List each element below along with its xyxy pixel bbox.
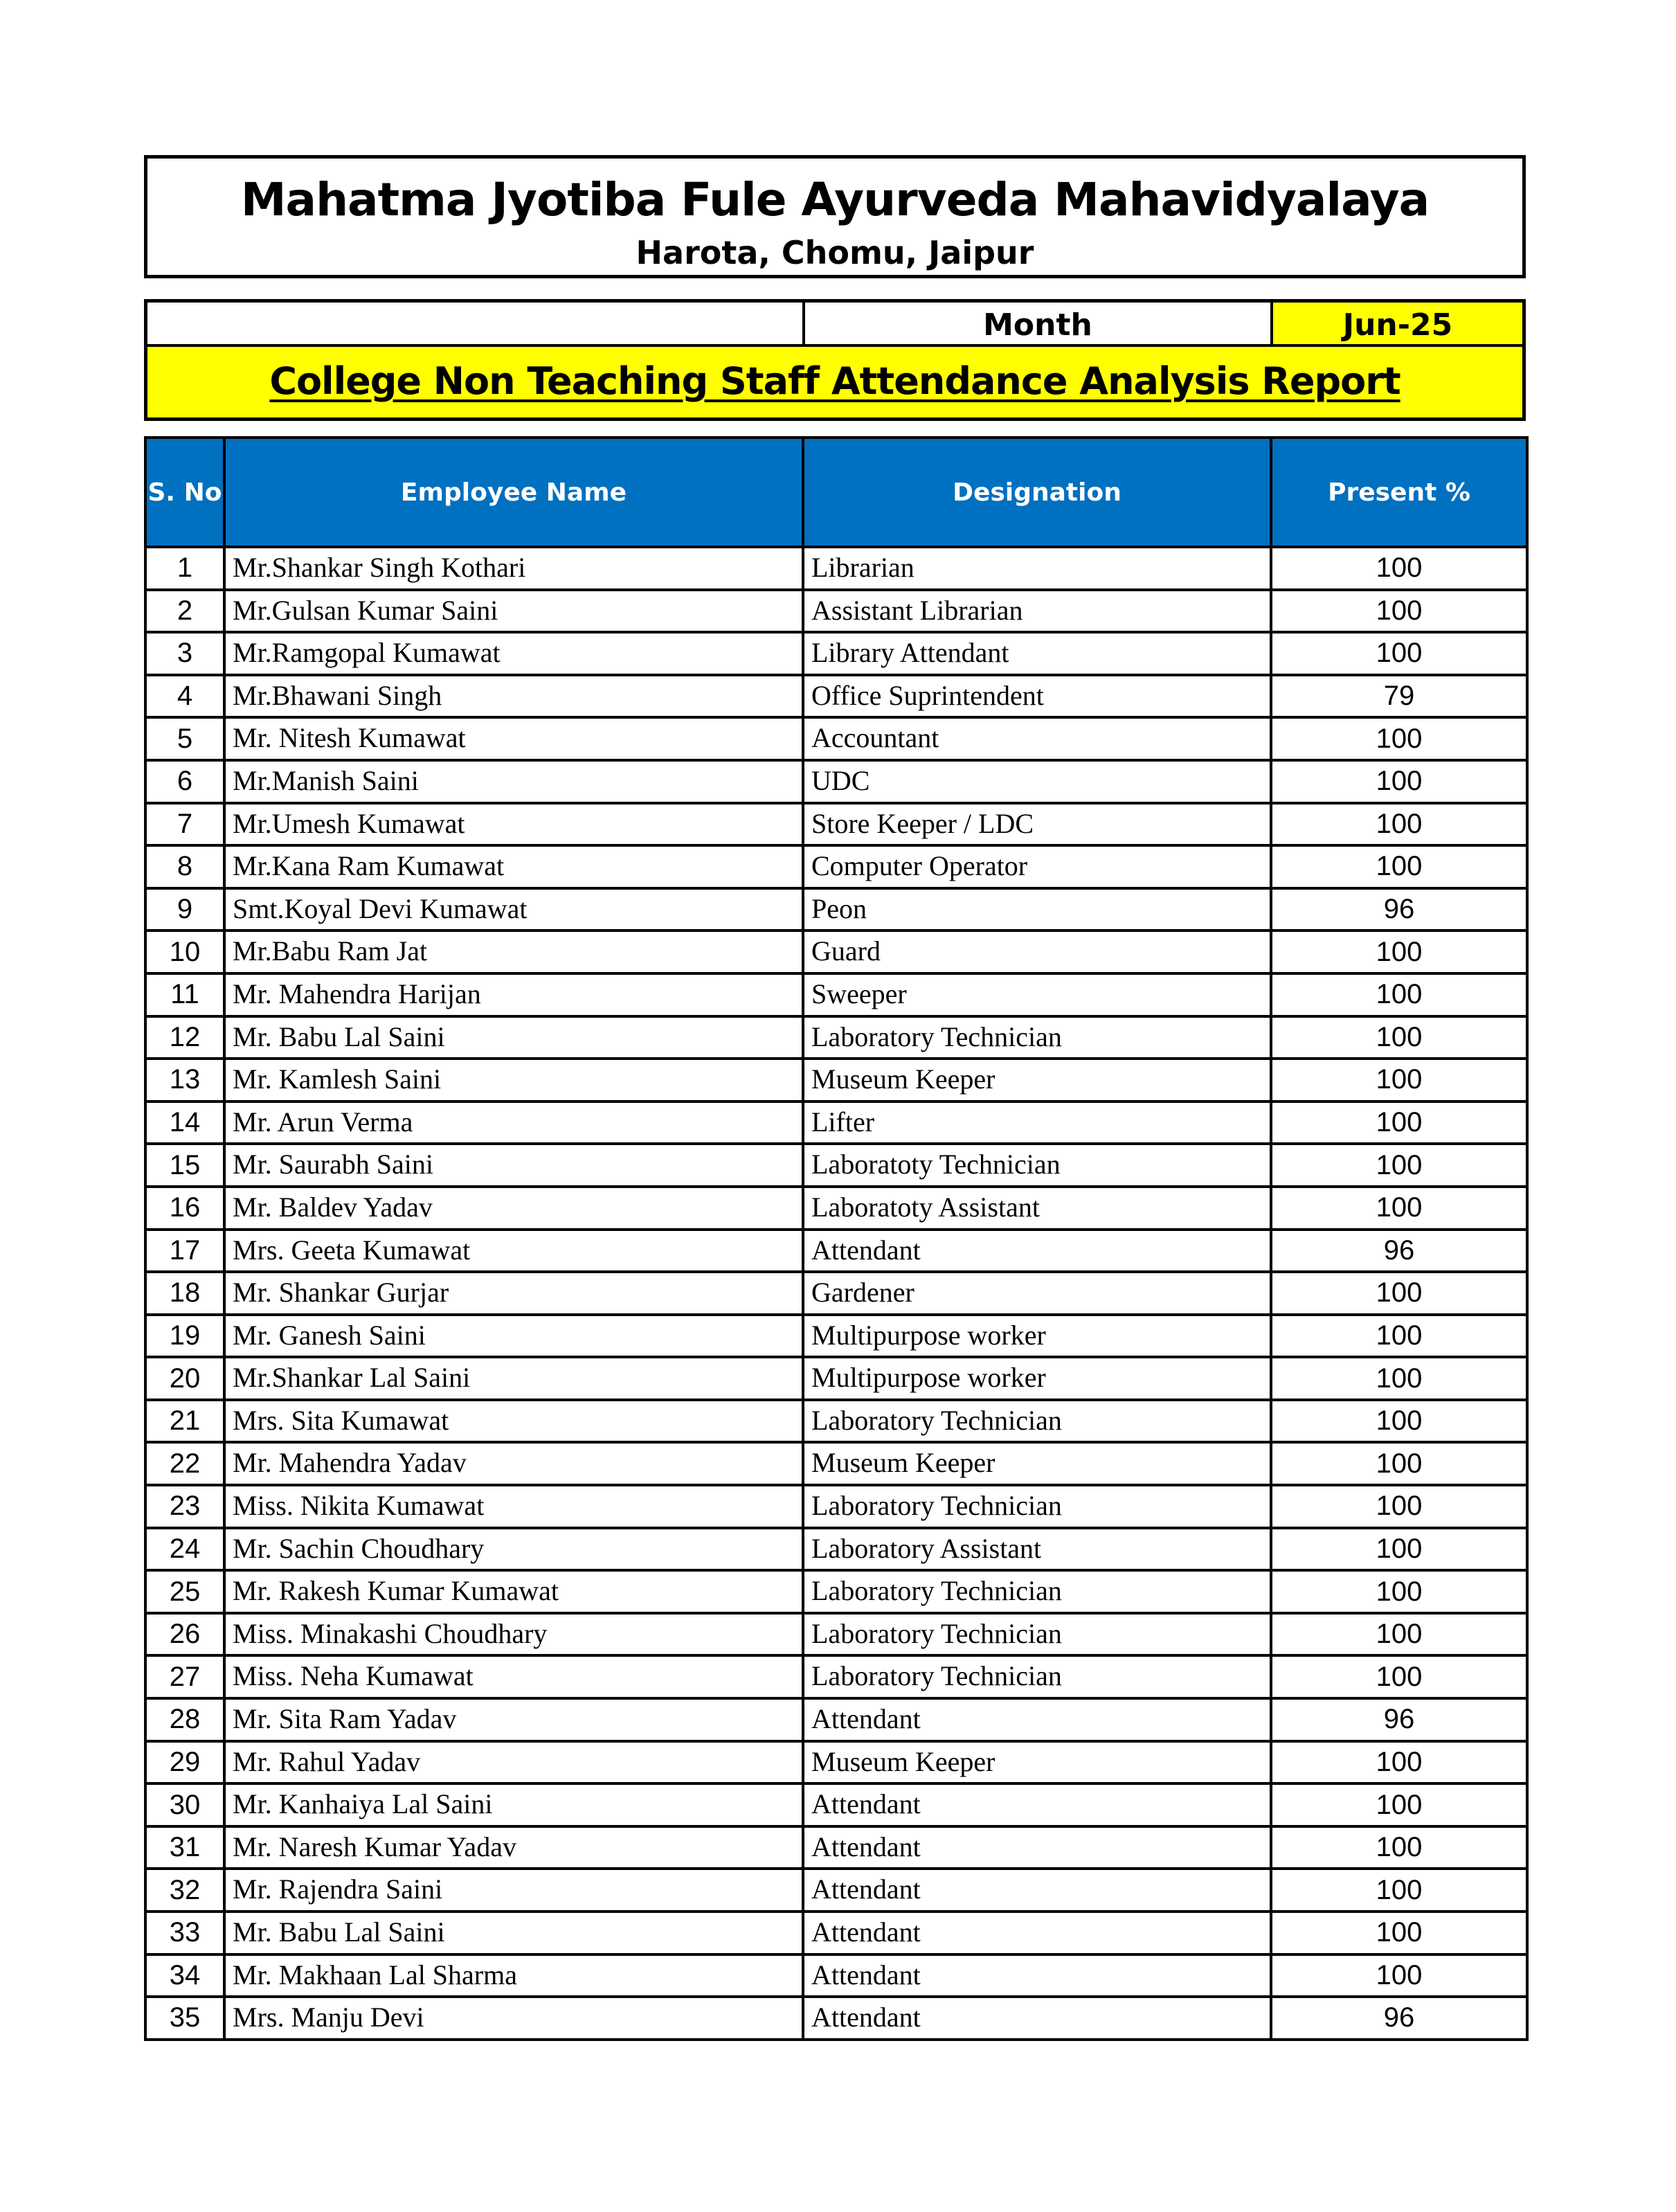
table-row — [145, 845, 1527, 888]
table-cell-present-percent: 100 — [1271, 1357, 1527, 1400]
table-cell-sno: 14 — [145, 1101, 224, 1144]
table-cell-designation: Laboratoty Assistant — [803, 1187, 1271, 1230]
table-row — [145, 1570, 1527, 1613]
table-cell-sno: 21 — [145, 1400, 224, 1443]
table-cell-sno: 19 — [145, 1315, 224, 1358]
table-cell-sno: 8 — [145, 845, 224, 888]
table-cell-present-percent: 100 — [1271, 1016, 1527, 1059]
table-cell-present-percent: 100 — [1271, 1570, 1527, 1613]
table-cell-present-percent: 100 — [1271, 1655, 1527, 1698]
month-blank-cell — [147, 303, 805, 344]
table-row — [145, 1144, 1527, 1187]
table-cell-present-percent: 100 — [1271, 1272, 1527, 1315]
table-cell-sno: 10 — [145, 930, 224, 973]
table-cell-designation: Attendant — [803, 1869, 1271, 1912]
table-cell-designation: Attendant — [803, 1826, 1271, 1869]
table-cell-sno: 35 — [145, 1997, 224, 2040]
table-cell-employee-name: Mr. Sachin Choudhary — [224, 1528, 803, 1571]
table-cell-employee-name: Mr. Rakesh Kumar Kumawat — [224, 1570, 803, 1613]
table-row — [145, 1187, 1527, 1230]
table-cell-sno: 7 — [145, 803, 224, 846]
table-row — [145, 1485, 1527, 1528]
table-cell-employee-name: Mr. Nitesh Kumawat — [224, 717, 803, 760]
table-cell-employee-name: Mr. Shankar Gurjar — [224, 1272, 803, 1315]
table-cell-designation: Laboratory Technician — [803, 1485, 1271, 1528]
table-cell-present-percent: 100 — [1271, 1400, 1527, 1443]
table-row — [145, 1016, 1527, 1059]
table-cell-designation: Laboratory Technician — [803, 1400, 1271, 1443]
college-name: Mahatma Jyotiba Fule Ayurveda Mahavidyalaya — [240, 173, 1430, 226]
table-cell-present-percent: 96 — [1271, 1230, 1527, 1273]
table-cell-employee-name: Mr.Kana Ram Kumawat — [224, 845, 803, 888]
table-cell-designation: Office Suprintendent — [803, 675, 1271, 718]
table-cell-present-percent: 100 — [1271, 632, 1527, 675]
table-header-row — [145, 438, 1527, 547]
college-header — [144, 155, 1526, 278]
table-cell-sno: 17 — [145, 1230, 224, 1273]
table-row — [145, 1869, 1527, 1912]
column-header-employee-name: Employee Name — [224, 438, 803, 547]
column-header-sno: S. No — [145, 438, 224, 547]
table-row — [145, 1272, 1527, 1315]
table-cell-sno: 20 — [145, 1357, 224, 1400]
table-cell-employee-name: Miss. Nikita Kumawat — [224, 1485, 803, 1528]
table-cell-present-percent: 100 — [1271, 1869, 1527, 1912]
table-row — [145, 1315, 1527, 1358]
table-cell-employee-name: Mr.Ramgopal Kumawat — [224, 632, 803, 675]
table-row — [145, 675, 1527, 718]
table-cell-present-percent: 100 — [1271, 845, 1527, 888]
table-cell-sno: 29 — [145, 1741, 224, 1784]
table-cell-designation: Sweeper — [803, 973, 1271, 1016]
table-cell-designation: Peon — [803, 888, 1271, 931]
table-cell-sno: 34 — [145, 1954, 224, 1997]
table-cell-designation: Museum Keeper — [803, 1442, 1271, 1485]
table-cell-designation: UDC — [803, 760, 1271, 803]
table-cell-sno: 23 — [145, 1485, 224, 1528]
table-cell-sno: 11 — [145, 973, 224, 1016]
table-cell-present-percent: 100 — [1271, 1613, 1527, 1656]
table-cell-sno: 2 — [145, 590, 224, 633]
table-cell-present-percent: 100 — [1271, 1442, 1527, 1485]
table-row — [145, 930, 1527, 973]
table-cell-present-percent: 100 — [1271, 1059, 1527, 1101]
table-row — [145, 888, 1527, 931]
table-cell-employee-name: Mr.Umesh Kumawat — [224, 803, 803, 846]
table-cell-designation: Attendant — [803, 1912, 1271, 1954]
table-cell-present-percent: 96 — [1271, 888, 1527, 931]
table-cell-employee-name: Miss. Minakashi Choudhary — [224, 1613, 803, 1656]
table-cell-sno: 13 — [145, 1059, 224, 1101]
table-cell-employee-name: Mr. Kamlesh Saini — [224, 1059, 803, 1101]
table-cell-designation: Accountant — [803, 717, 1271, 760]
table-cell-employee-name: Smt.Koyal Devi Kumawat — [224, 888, 803, 931]
table-cell-sno: 1 — [145, 547, 224, 590]
table-cell-present-percent: 96 — [1271, 1997, 1527, 2040]
table-row — [145, 1442, 1527, 1485]
report-title: College Non Teaching Staff Attendance Analysis Report — [269, 359, 1400, 403]
table-cell-employee-name: Mr. Baldev Yadav — [224, 1187, 803, 1230]
table-cell-employee-name: Mrs. Sita Kumawat — [224, 1400, 803, 1443]
table-cell-employee-name: Mr.Gulsan Kumar Saini — [224, 590, 803, 633]
table-cell-designation: Museum Keeper — [803, 1059, 1271, 1101]
table-cell-employee-name: Mr.Manish Saini — [224, 760, 803, 803]
table-cell-present-percent: 100 — [1271, 717, 1527, 760]
table-cell-designation: Guard — [803, 930, 1271, 973]
table-row — [145, 1698, 1527, 1741]
table-cell-designation: Museum Keeper — [803, 1741, 1271, 1784]
table-cell-sno: 16 — [145, 1187, 224, 1230]
table-cell-designation: Laboratory Technician — [803, 1570, 1271, 1613]
table-cell-designation: Laboratory Assistant — [803, 1528, 1271, 1571]
table-row — [145, 1230, 1527, 1273]
table-cell-designation: Laboratory Technician — [803, 1016, 1271, 1059]
table-cell-present-percent: 100 — [1271, 1315, 1527, 1358]
table-cell-employee-name: Mr. Babu Lal Saini — [224, 1912, 803, 1954]
table-row — [145, 1783, 1527, 1826]
month-row — [147, 303, 1522, 344]
table-row — [145, 1528, 1527, 1571]
table-cell-employee-name: Mr. Mahendra Yadav — [224, 1442, 803, 1485]
table-cell-employee-name: Mr. Saurabh Saini — [224, 1144, 803, 1187]
table-cell-present-percent: 100 — [1271, 1485, 1527, 1528]
table-row — [145, 1400, 1527, 1443]
table-cell-employee-name: Mr.Babu Ram Jat — [224, 930, 803, 973]
table-cell-present-percent: 100 — [1271, 547, 1527, 590]
table-cell-employee-name: Mrs. Geeta Kumawat — [224, 1230, 803, 1273]
table-cell-sno: 33 — [145, 1912, 224, 1954]
table-cell-present-percent: 100 — [1271, 803, 1527, 846]
table-cell-sno: 22 — [145, 1442, 224, 1485]
table-cell-employee-name: Mr. Babu Lal Saini — [224, 1016, 803, 1059]
table-cell-employee-name: Mr. Arun Verma — [224, 1101, 803, 1144]
table-row — [145, 1357, 1527, 1400]
table-row — [145, 1912, 1527, 1954]
table-cell-designation: Attendant — [803, 1698, 1271, 1741]
table-cell-sno: 12 — [145, 1016, 224, 1059]
table-row — [145, 1059, 1527, 1101]
table-cell-present-percent: 100 — [1271, 1954, 1527, 1997]
table-cell-sno: 15 — [145, 1144, 224, 1187]
table-row — [145, 590, 1527, 633]
table-cell-designation: Laboratory Technician — [803, 1613, 1271, 1656]
table-cell-designation: Librarian — [803, 547, 1271, 590]
table-cell-sno: 28 — [145, 1698, 224, 1741]
table-cell-employee-name: Mr. Naresh Kumar Yadav — [224, 1826, 803, 1869]
table-cell-present-percent: 100 — [1271, 1528, 1527, 1571]
table-cell-present-percent: 79 — [1271, 675, 1527, 718]
table-cell-employee-name: Mr.Bhawani Singh — [224, 675, 803, 718]
table-row — [145, 1613, 1527, 1656]
report-title-block — [144, 299, 1526, 421]
table-cell-sno: 18 — [145, 1272, 224, 1315]
table-cell-sno: 3 — [145, 632, 224, 675]
table-cell-designation: Attendant — [803, 1997, 1271, 2040]
table-row — [145, 1655, 1527, 1698]
table-cell-present-percent: 100 — [1271, 1826, 1527, 1869]
table-cell-employee-name: Mrs. Manju Devi — [224, 1997, 803, 2040]
table-cell-designation: Multipurpose worker — [803, 1315, 1271, 1358]
table-row — [145, 973, 1527, 1016]
table-cell-designation: Assistant Librarian — [803, 590, 1271, 633]
table-cell-present-percent: 96 — [1271, 1698, 1527, 1741]
table-cell-sno: 25 — [145, 1570, 224, 1613]
table-cell-designation: Multipurpose worker — [803, 1357, 1271, 1400]
table-cell-designation: Attendant — [803, 1954, 1271, 1997]
month-value: Jun-25 — [1273, 303, 1522, 344]
table-cell-present-percent: 100 — [1271, 1187, 1527, 1230]
table-cell-employee-name: Mr. Rajendra Saini — [224, 1869, 803, 1912]
table-cell-employee-name: Mr.Shankar Lal Saini — [224, 1357, 803, 1400]
table-row — [145, 547, 1527, 590]
table-cell-designation: Attendant — [803, 1783, 1271, 1826]
table-cell-sno: 24 — [145, 1528, 224, 1571]
table-cell-designation: Laboratoty Technician — [803, 1144, 1271, 1187]
column-header-designation: Designation — [803, 438, 1271, 547]
table-row — [145, 1101, 1527, 1144]
table-cell-present-percent: 100 — [1271, 1101, 1527, 1144]
table-cell-sno: 26 — [145, 1613, 224, 1656]
table-cell-present-percent: 100 — [1271, 760, 1527, 803]
table-cell-sno: 4 — [145, 675, 224, 718]
table-row — [145, 717, 1527, 760]
table-row — [145, 1826, 1527, 1869]
table-row — [145, 1997, 1527, 2040]
column-header-present-percent: Present % — [1271, 438, 1527, 547]
table-cell-sno: 30 — [145, 1783, 224, 1826]
table-cell-present-percent: 100 — [1271, 930, 1527, 973]
table-cell-present-percent: 100 — [1271, 1912, 1527, 1954]
table-row — [145, 760, 1527, 803]
table-cell-present-percent: 100 — [1271, 1144, 1527, 1187]
table-body — [145, 547, 1527, 2040]
table-cell-designation: Library Attendant — [803, 632, 1271, 675]
attendance-table — [144, 436, 1529, 2041]
table-cell-present-percent: 100 — [1271, 1783, 1527, 1826]
report-title-band — [147, 344, 1522, 417]
table-cell-designation: Computer Operator — [803, 845, 1271, 888]
table-cell-sno: 5 — [145, 717, 224, 760]
month-label: Month — [805, 303, 1273, 344]
table-row — [145, 632, 1527, 675]
table-cell-employee-name: Mr.Shankar Singh Kothari — [224, 547, 803, 590]
table-cell-sno: 9 — [145, 888, 224, 931]
table-row — [145, 803, 1527, 846]
table-cell-present-percent: 100 — [1271, 1741, 1527, 1784]
table-cell-employee-name: Mr. Rahul Yadav — [224, 1741, 803, 1784]
table-cell-present-percent: 100 — [1271, 590, 1527, 633]
table-cell-designation: Attendant — [803, 1230, 1271, 1273]
table-cell-employee-name: Mr. Sita Ram Yadav — [224, 1698, 803, 1741]
table-cell-designation: Store Keeper / LDC — [803, 803, 1271, 846]
table-cell-designation: Lifter — [803, 1101, 1271, 1144]
table-cell-sno: 27 — [145, 1655, 224, 1698]
table-row — [145, 1741, 1527, 1784]
table-cell-employee-name: Mr. Ganesh Saini — [224, 1315, 803, 1358]
table-cell-employee-name: Mr. Kanhaiya Lal Saini — [224, 1783, 803, 1826]
table-cell-designation: Laboratory Technician — [803, 1655, 1271, 1698]
table-cell-sno: 6 — [145, 760, 224, 803]
table-row — [145, 1954, 1527, 1997]
table-cell-sno: 32 — [145, 1869, 224, 1912]
table-cell-employee-name: Mr. Mahendra Harijan — [224, 973, 803, 1016]
table-cell-employee-name: Miss. Neha Kumawat — [224, 1655, 803, 1698]
table-cell-present-percent: 100 — [1271, 973, 1527, 1016]
college-address: Harota, Chomu, Jaipur — [636, 234, 1034, 271]
table-cell-sno: 31 — [145, 1826, 224, 1869]
table-cell-designation: Gardener — [803, 1272, 1271, 1315]
table-cell-employee-name: Mr. Makhaan Lal Sharma — [224, 1954, 803, 1997]
